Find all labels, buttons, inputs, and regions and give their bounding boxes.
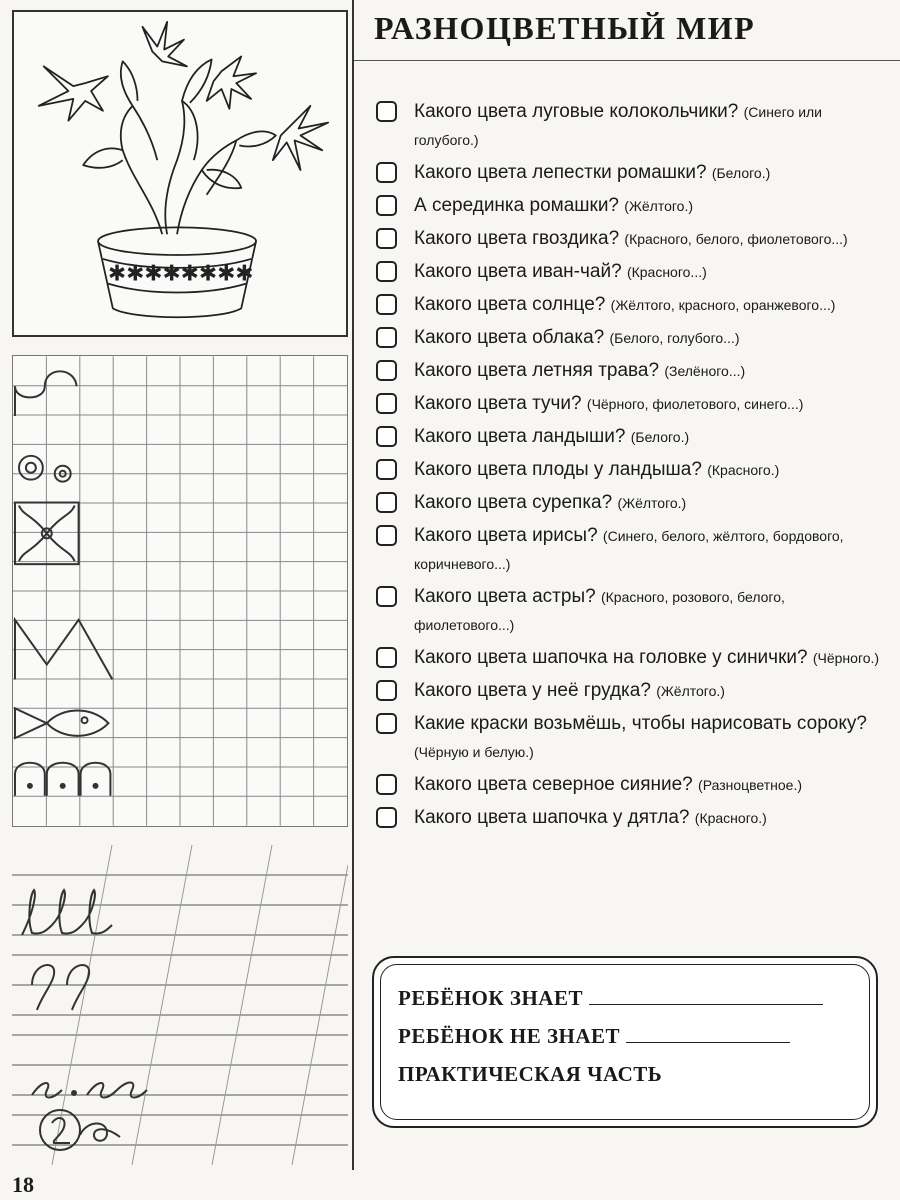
answer-checkbox[interactable] (376, 647, 397, 668)
answer-hint: (Синего, белого, жёлтого, бордового, коричневого...) (414, 528, 844, 572)
result-not-knows-blank[interactable] (626, 1024, 790, 1043)
answer-checkbox[interactable] (376, 101, 397, 122)
question-item (376, 258, 886, 286)
answer-checkbox[interactable] (376, 426, 397, 447)
flower-picture (12, 10, 348, 337)
flower-pot-illustration (14, 12, 346, 335)
question-item (376, 357, 886, 385)
question-item (376, 291, 886, 319)
question-item (376, 710, 886, 766)
result-practical (398, 1062, 662, 1087)
question-text: Какого цвета ирисы? (414, 525, 598, 546)
question-text: Какого цвета тучи? (414, 393, 582, 414)
answer-checkbox[interactable] (376, 586, 397, 607)
question-item (376, 159, 886, 187)
result-not-knows (398, 1024, 790, 1049)
question-item (376, 522, 886, 578)
page-number: 18 (12, 1172, 34, 1197)
question-item (376, 98, 886, 154)
page-title: РАЗНОЦВЕТНЫЙ МИР (374, 10, 756, 46)
answer-checkbox[interactable] (376, 680, 397, 701)
answer-hint: (Жёлтого.) (617, 495, 687, 511)
result-not-knows-label: РЕБЁНОК НЕ ЗНАЕТ (398, 1024, 621, 1048)
answer-checkbox[interactable] (376, 162, 397, 183)
question-text: Какого цвета гвоздика? (414, 228, 620, 249)
result-box (372, 956, 878, 1128)
question-item (376, 677, 886, 705)
question-item (376, 423, 886, 451)
answer-checkbox[interactable] (376, 774, 397, 795)
question-item (376, 324, 886, 352)
question-item (376, 192, 886, 220)
answer-checkbox[interactable] (376, 492, 397, 513)
answer-hint: (Зелёного...) (664, 363, 746, 379)
answer-hint: (Белого.) (711, 165, 771, 181)
question-item (376, 583, 886, 639)
question-text: Какого цвета летняя трава? (414, 360, 660, 381)
question-item (376, 804, 886, 832)
question-text: Какого цвета шапочка на головке у синички? (414, 647, 808, 668)
question-text: Какого цвета у неё грудка? (414, 680, 651, 701)
result-knows-label: РЕБЁНОК ЗНАЕТ (398, 986, 583, 1010)
answer-hint: (Красного, розового, белого, фиолетового...) (414, 589, 785, 633)
question-text: Какие краски возьмёшь, чтобы нарисовать сороку? (414, 713, 867, 734)
answer-hint: (Красного, белого, фиолетового...) (624, 231, 848, 247)
answer-hint: (Разноцветное.) (698, 777, 803, 793)
question-text: Какого цвета плоды у ландыша? (414, 459, 702, 480)
question-text: Какого цвета иван-чай? (414, 261, 622, 282)
question-list (376, 98, 886, 837)
answer-checkbox[interactable] (376, 327, 397, 348)
title-rule (354, 60, 900, 61)
question-item (376, 771, 886, 799)
answer-hint: (Чёрного, фиолетового, синего...) (586, 396, 804, 412)
answer-hint: (Жёлтого.) (624, 198, 694, 214)
question-text: Какого цвета луговые колокольчики? (414, 101, 739, 122)
answer-hint: (Чёрную и белую.) (414, 744, 534, 760)
answer-hint: (Красного.) (707, 462, 780, 478)
result-practical-label: ПРАКТИЧЕСКАЯ ЧАСТЬ (398, 1062, 663, 1086)
result-knows-blank[interactable] (589, 986, 823, 1005)
answer-checkbox[interactable] (376, 261, 397, 282)
question-text: Какого цвета облака? (414, 327, 605, 348)
question-item (376, 644, 886, 672)
writing-lines-svg (12, 845, 348, 1165)
answer-checkbox[interactable] (376, 525, 397, 546)
question-item (376, 456, 886, 484)
answer-hint: (Белого, голубого...) (609, 330, 740, 346)
svg-text:✱✱✱✱✱✱✱✱: ✱✱✱✱✱✱✱✱ (107, 261, 254, 287)
question-text: Какого цвета астры? (414, 586, 596, 607)
answer-hint: (Красного.) (694, 810, 767, 826)
question-item (376, 489, 886, 517)
answer-hint: (Жёлтого.) (656, 683, 725, 699)
question-text: Какого цвета ландыши? (414, 426, 626, 447)
answer-hint: (Жёлтого, красного, оранжевого...) (610, 297, 836, 313)
question-text: Какого цвета сурепка? (414, 492, 613, 513)
answer-hint: (Красного...) (626, 264, 707, 280)
copy-pattern-grid (12, 355, 348, 827)
column-divider (352, 0, 354, 1170)
answer-checkbox[interactable] (376, 807, 397, 828)
question-text: Какого цвета солнце? (414, 294, 606, 315)
handwriting-practice (12, 845, 348, 1165)
question-item (376, 225, 886, 253)
question-text: Какого цвета шапочка у дятла? (414, 807, 690, 828)
answer-hint: (Синего или голубого.) (414, 104, 823, 148)
grid-svg (13, 356, 347, 826)
question-text: Какого цвета северное сияние? (414, 774, 693, 795)
question-item (376, 390, 886, 418)
answer-checkbox[interactable] (376, 294, 397, 315)
answer-checkbox[interactable] (376, 195, 397, 216)
answer-checkbox[interactable] (376, 393, 397, 414)
question-text: А серединка ромашки? (414, 195, 620, 216)
answer-hint: (Белого.) (630, 429, 690, 445)
answer-checkbox[interactable] (376, 360, 397, 381)
answer-checkbox[interactable] (376, 459, 397, 480)
answer-checkbox[interactable] (376, 228, 397, 249)
answer-checkbox[interactable] (376, 713, 397, 734)
result-knows (398, 986, 823, 1011)
answer-hint: (Чёрного.) (812, 650, 880, 666)
question-text: Какого цвета лепестки ромашки? (414, 162, 707, 183)
